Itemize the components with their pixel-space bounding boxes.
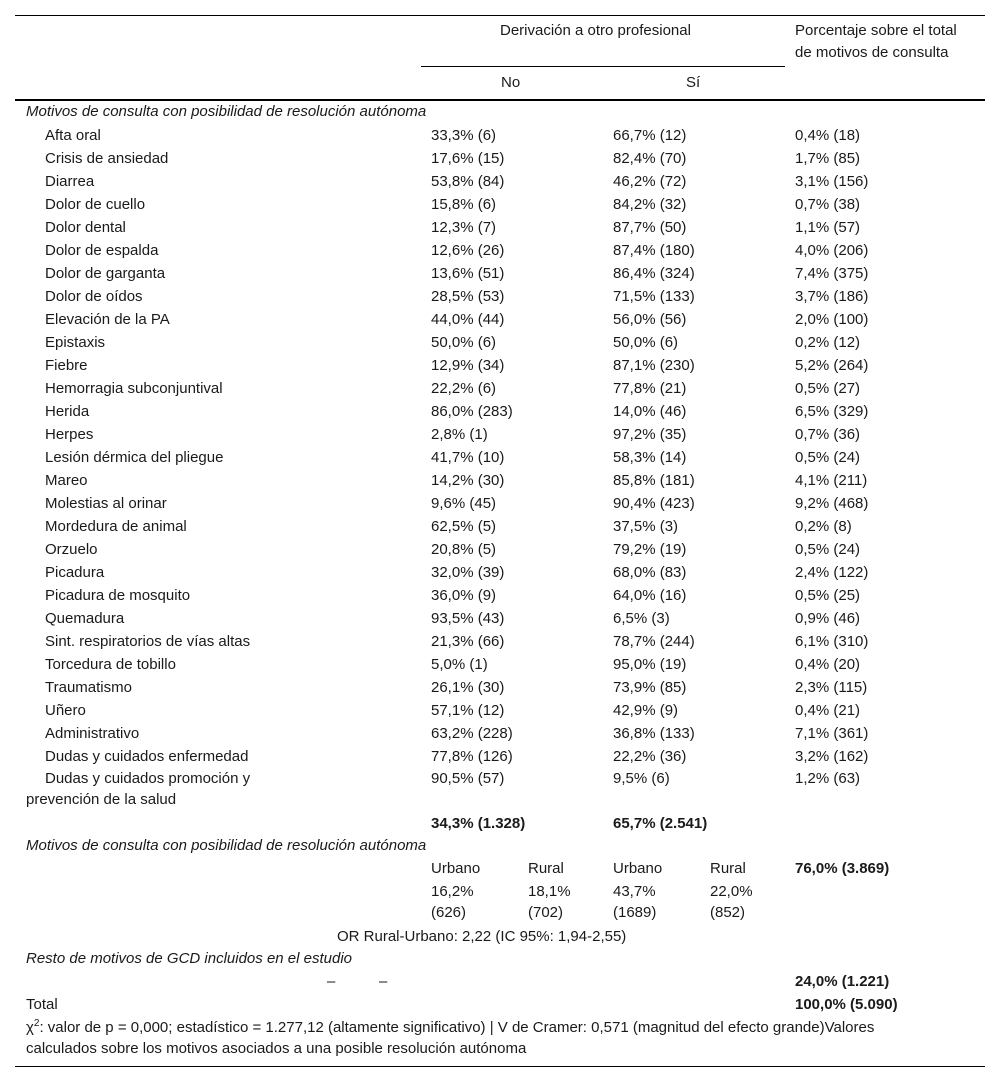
row-motivo: Dolor de oídos — [45, 288, 143, 305]
table-row — [15, 677, 985, 700]
header-porcentaje-line2: de motivos de consulta — [795, 44, 949, 61]
row-si: 77,8% (21) — [613, 380, 687, 397]
row-no: 36,0% (9) — [431, 587, 497, 604]
no-urbano-pct: 16,2% — [431, 883, 474, 900]
row-pct: 9,2% (468) — [795, 495, 869, 512]
header-porcentaje-line1: Porcentaje sobre el total — [795, 22, 957, 39]
header-group-rule — [421, 66, 785, 67]
row-no: 14,2% (30) — [431, 472, 505, 489]
table-row — [15, 309, 985, 332]
row-no: 22,2% (6) — [431, 380, 497, 397]
table-row — [15, 217, 985, 240]
row-motivo: Herida — [45, 403, 90, 420]
si-rural-label: Rural — [710, 860, 746, 877]
table-row — [15, 539, 985, 562]
row-motivo: Dudas y cuidados enfermedad — [45, 748, 249, 765]
table-row — [15, 286, 985, 309]
row-no: 28,5% (53) — [431, 288, 505, 305]
table-row — [15, 447, 985, 470]
si-urbano-pct: 43,7% — [613, 883, 656, 900]
row-si: 97,2% (35) — [613, 426, 687, 443]
row-motivo: Epistaxis — [45, 334, 106, 351]
row-si: 87,1% (230) — [613, 357, 695, 374]
row-no: 53,8% (84) — [431, 173, 505, 190]
row-no: 86,0% (283) — [431, 403, 513, 420]
table-row — [15, 654, 985, 677]
row-pct: 0,9% (46) — [795, 610, 861, 627]
row-motivo: Quemadura — [45, 610, 125, 627]
row-si: 78,7% (244) — [613, 633, 695, 650]
row-motivo: Molestias al orinar — [45, 495, 167, 512]
row-motivo: Uñero — [45, 702, 86, 719]
row-si: 66,7% (12) — [613, 127, 687, 144]
row-pct: 0,4% (20) — [795, 656, 861, 673]
row-motivo: Dolor de garganta — [45, 265, 166, 282]
row-si: 14,0% (46) — [613, 403, 687, 420]
row-pct: 0,5% (27) — [795, 380, 861, 397]
section3-dash-2: – — [379, 973, 388, 990]
row-no: 44,0% (44) — [431, 311, 505, 328]
section2-title: Motivos de consulta con posibilidad de resolución autónoma — [26, 837, 427, 854]
row-si: 95,0% (19) — [613, 656, 687, 673]
row-motivo: Administrativo — [45, 725, 140, 742]
row-pct: 1,1% (57) — [795, 219, 861, 236]
row-no: 21,3% (66) — [431, 633, 505, 650]
table-row — [15, 125, 985, 148]
row-pct: 7,4% (375) — [795, 265, 869, 282]
section3-dash-1: – — [327, 973, 336, 990]
table-row — [15, 562, 985, 585]
row-si: 73,9% (85) — [613, 679, 687, 696]
row-pct: 0,7% (36) — [795, 426, 861, 443]
row-pct: 0,5% (24) — [795, 449, 861, 466]
row-pct: 0,2% (8) — [795, 518, 852, 535]
row-si: 90,4% (423) — [613, 495, 695, 512]
row-si: 82,4% (70) — [613, 150, 687, 167]
row-motivo: Diarrea — [45, 173, 95, 190]
si-urbano-n: (1689) — [613, 904, 657, 921]
footnote-line2: calculados sobre los motivos asociados a una posible resolución autónoma — [26, 1040, 527, 1057]
si-rural-n: (852) — [710, 904, 746, 921]
row-pct: 7,1% (361) — [795, 725, 869, 742]
row-no: 20,8% (5) — [431, 541, 497, 558]
row-si: 84,2% (32) — [613, 196, 687, 213]
table-row — [15, 700, 985, 723]
row-motivo: Torcedura de tobillo — [45, 656, 176, 673]
table-row — [15, 378, 985, 401]
total-pct: 100,0% (5.090) — [795, 996, 898, 1013]
row-si: 50,0% (6) — [613, 334, 679, 351]
row-no: 41,7% (10) — [431, 449, 505, 466]
table-row — [15, 470, 985, 493]
row-si: 6,5% (3) — [613, 610, 670, 627]
header-bottom-rule — [15, 99, 985, 101]
row-si: 56,0% (56) — [613, 311, 687, 328]
table-row — [15, 516, 985, 539]
header-derivacion: Derivación a otro profesional — [500, 22, 691, 39]
row-motivo: Picadura de mosquito — [45, 587, 191, 604]
last-row-si: 9,5% (6) — [613, 770, 670, 787]
table-row — [15, 171, 985, 194]
table-row — [15, 194, 985, 217]
row-pct: 0,2% (12) — [795, 334, 861, 351]
row-si: 22,2% (36) — [613, 748, 687, 765]
statistics-table — [15, 0, 985, 1082]
table-row — [15, 493, 985, 516]
row-pct: 6,5% (329) — [795, 403, 869, 420]
row-pct: 0,4% (18) — [795, 127, 861, 144]
no-rural-n: (702) — [528, 904, 564, 921]
row-si: 42,9% (9) — [613, 702, 679, 719]
header-si: Sí — [686, 74, 701, 91]
no-urbano-label: Urbano — [431, 860, 481, 877]
subtotal-si: 65,7% (2.541) — [613, 815, 708, 832]
table-bottom-rule — [15, 1066, 985, 1067]
row-no: 33,3% (6) — [431, 127, 497, 144]
total-label: Total — [26, 996, 58, 1013]
row-motivo: Herpes — [45, 426, 94, 443]
row-motivo: Dolor de cuello — [45, 196, 146, 213]
last-row-pct: 1,2% (63) — [795, 770, 861, 787]
row-motivo: Elevación de la PA — [45, 311, 170, 328]
row-si: 86,4% (324) — [613, 265, 695, 282]
row-no: 5,0% (1) — [431, 656, 488, 673]
section-title-autonoma: Motivos de consulta con posibilidad de resolución autónoma — [26, 103, 427, 120]
row-motivo: Traumatismo — [45, 679, 132, 696]
row-pct: 2,0% (100) — [795, 311, 869, 328]
row-motivo: Dolor de espalda — [45, 242, 159, 259]
row-motivo: Orzuelo — [45, 541, 98, 558]
table-row — [15, 424, 985, 447]
row-no: 13,6% (51) — [431, 265, 505, 282]
table-row — [15, 355, 985, 378]
row-pct: 3,7% (186) — [795, 288, 869, 305]
row-si: 87,4% (180) — [613, 242, 695, 259]
row-pct: 6,1% (310) — [795, 633, 869, 650]
footnote-line1-text: : valor de p = 0,000; estadístico = 1.277,12 (altamente significativo) | V de Cramer: 0,571 (magnitud del efecto grande)Valores — [39, 1019, 875, 1036]
chi-superscript: 2 — [33, 1018, 40, 1029]
row-motivo: Dolor dental — [45, 219, 126, 236]
no-rural-pct: 18,1% — [528, 883, 571, 900]
row-si: 79,2% (19) — [613, 541, 687, 558]
section3-title: Resto de motivos de GCD incluidos en el estudio — [26, 950, 353, 967]
row-no: 2,8% (1) — [431, 426, 488, 443]
table-row — [15, 723, 985, 746]
last-row-no: 90,5% (57) — [431, 770, 505, 787]
row-pct: 2,4% (122) — [795, 564, 869, 581]
row-si: 87,7% (50) — [613, 219, 687, 236]
row-si: 46,2% (72) — [613, 173, 687, 190]
table-row — [15, 631, 985, 654]
row-pct: 5,2% (264) — [795, 357, 869, 374]
table-row — [15, 608, 985, 631]
table-row — [15, 332, 985, 355]
row-pct: 0,4% (21) — [795, 702, 861, 719]
row-pct: 3,2% (162) — [795, 748, 869, 765]
section2-pct-total: 76,0% (3.869) — [795, 860, 890, 877]
row-motivo: Crisis de ansiedad — [45, 150, 169, 167]
row-si: 58,3% (14) — [613, 449, 687, 466]
row-pct: 4,1% (211) — [795, 472, 868, 489]
row-no: 15,8% (6) — [431, 196, 497, 213]
row-pct: 0,5% (24) — [795, 541, 861, 558]
row-no: 62,5% (5) — [431, 518, 497, 535]
row-motivo: Fiebre — [45, 357, 88, 374]
si-rural-pct: 22,0% — [710, 883, 753, 900]
table-row — [15, 240, 985, 263]
row-no: 12,9% (34) — [431, 357, 505, 374]
row-no: 9,6% (45) — [431, 495, 497, 512]
row-motivo: Lesión dérmica del pliegue — [45, 449, 224, 466]
row-pct: 2,3% (115) — [795, 679, 868, 696]
section3-pct: 24,0% (1.221) — [795, 973, 890, 990]
subtotal-no: 34,3% (1.328) — [431, 815, 526, 832]
row-si: 85,8% (181) — [613, 472, 695, 489]
last-row-motivo-line1: Dudas y cuidados promoción y — [45, 770, 251, 787]
odds-ratio: OR Rural-Urbano: 2,22 (IC 95%: 1,94-2,55) — [337, 928, 627, 945]
row-pct: 0,5% (25) — [795, 587, 861, 604]
row-motivo: Afta oral — [45, 127, 101, 144]
row-no: 12,3% (7) — [431, 219, 497, 236]
row-no: 26,1% (30) — [431, 679, 505, 696]
row-pct: 1,7% (85) — [795, 150, 861, 167]
footnote-line1 — [26, 1019, 874, 1037]
row-motivo: Mareo — [45, 472, 88, 489]
row-si: 36,8% (133) — [613, 725, 695, 742]
table-row — [15, 263, 985, 286]
row-motivo: Mordedura de animal — [45, 518, 187, 535]
last-row-motivo-line2: prevención de la salud — [26, 791, 177, 808]
row-si: 64,0% (16) — [613, 587, 687, 604]
table-row — [15, 585, 985, 608]
table-row — [15, 401, 985, 424]
table-row — [15, 746, 985, 769]
row-no: 63,2% (228) — [431, 725, 513, 742]
row-motivo: Sint. respiratorios de vías altas — [45, 633, 251, 650]
no-rural-label: Rural — [528, 860, 564, 877]
si-urbano-label: Urbano — [613, 860, 663, 877]
row-si: 37,5% (3) — [613, 518, 679, 535]
row-pct: 3,1% (156) — [795, 173, 869, 190]
row-no: 50,0% (6) — [431, 334, 497, 351]
row-si: 71,5% (133) — [613, 288, 695, 305]
table-top-rule — [15, 15, 985, 16]
row-si: 68,0% (83) — [613, 564, 687, 581]
row-no: 17,6% (15) — [431, 150, 505, 167]
row-no: 12,6% (26) — [431, 242, 505, 259]
header-no: No — [501, 74, 521, 91]
table-row — [15, 148, 985, 171]
row-motivo: Hemorragia subconjuntival — [45, 380, 223, 397]
row-pct: 0,7% (38) — [795, 196, 861, 213]
row-motivo: Picadura — [45, 564, 105, 581]
chi-symbol: χ — [26, 1019, 34, 1036]
row-pct: 4,0% (206) — [795, 242, 869, 259]
row-no: 77,8% (126) — [431, 748, 513, 765]
row-no: 57,1% (12) — [431, 702, 505, 719]
row-no: 32,0% (39) — [431, 564, 505, 581]
row-no: 93,5% (43) — [431, 610, 505, 627]
no-urbano-n: (626) — [431, 904, 467, 921]
